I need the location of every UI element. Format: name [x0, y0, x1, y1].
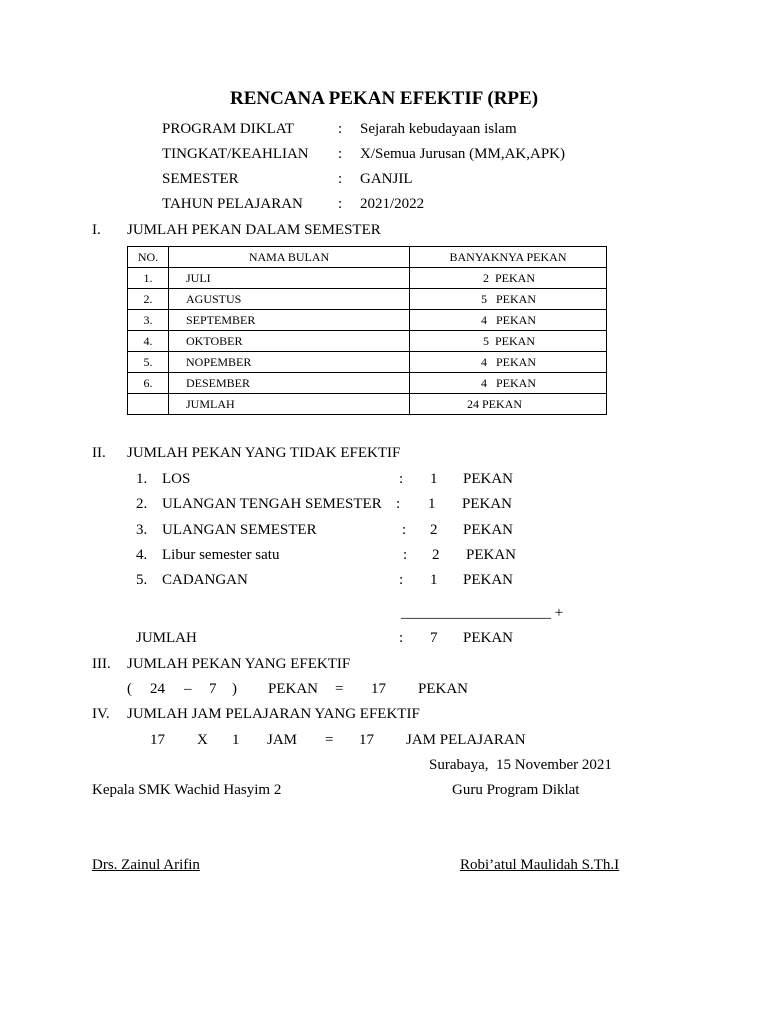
- row-weeks: 4 PEKAN: [481, 375, 537, 390]
- left-signatory-role: Kepala SMK Wachid Hasyim 2: [92, 782, 282, 798]
- header-sep: :: [338, 146, 343, 162]
- row-month: DESEMBER: [169, 373, 410, 394]
- header-info: [162, 117, 565, 217]
- section-2-title: JUMLAH PEKAN YANG TIDAK EFEKTIF: [127, 445, 401, 461]
- right-signatory-role: Guru Program Diklat: [452, 782, 580, 798]
- header-month: NAMA BULAN: [169, 247, 410, 268]
- item-label: Libur semester satu: [162, 547, 280, 563]
- item-sep: :: [399, 572, 404, 588]
- row-weeks-cell: [410, 373, 607, 394]
- item-sep: :: [396, 496, 401, 512]
- header-value: GANJIL: [360, 171, 413, 187]
- row-weeks-cell: [410, 331, 607, 352]
- formula-equals: =: [325, 732, 334, 748]
- formula-value: 17: [150, 732, 165, 748]
- item-sep: :: [403, 547, 408, 563]
- header-weeks: BANYAKNYA PEKAN: [410, 247, 607, 268]
- row-no: 2.: [128, 289, 169, 310]
- item-label: ULANGAN SEMESTER: [162, 522, 317, 538]
- section-3-title: JUMLAH PEKAN YANG EFEKTIF: [127, 656, 351, 672]
- formula-operator: X: [197, 732, 208, 748]
- row-weeks-cell: [410, 352, 607, 373]
- place-date: Surabaya, 15 November 2021: [429, 757, 612, 773]
- row-weeks: 4 PEKAN: [481, 312, 537, 327]
- row-no: 1.: [128, 268, 169, 289]
- item-unit: PEKAN: [463, 572, 514, 588]
- header-sep: :: [338, 121, 343, 137]
- document-title: RENCANA PEKAN EFEKTIF (RPE): [229, 88, 539, 109]
- row-weeks: 4 PEKAN: [481, 354, 537, 369]
- section-1-number: I.: [92, 222, 101, 238]
- header-value: X/Semua Jurusan (MM,AK,APK): [360, 146, 565, 162]
- row-month: OKTOBER: [169, 331, 410, 352]
- row-weeks-cell: [410, 310, 607, 331]
- item-number: 2.: [136, 496, 148, 512]
- section-2-number: II.: [92, 445, 106, 461]
- table-row: [128, 289, 607, 310]
- total-label: JUMLAH: [136, 630, 197, 646]
- table-row: [128, 310, 607, 331]
- row-no: 6.: [128, 373, 169, 394]
- item-value: 2: [432, 547, 440, 563]
- item-unit: PEKAN: [462, 496, 513, 512]
- row-month: JULI: [169, 268, 410, 289]
- formula-value: 7: [209, 681, 217, 697]
- item-sep: :: [399, 471, 404, 487]
- row-weeks: 5 PEKAN: [481, 291, 537, 306]
- total-sep: :: [399, 630, 404, 646]
- formula-open-paren: (: [127, 681, 132, 697]
- header-label: PROGRAM DIKLAT: [162, 121, 295, 137]
- header-sep: :: [338, 196, 343, 212]
- table-total-row: [128, 394, 607, 415]
- item-number: 1.: [136, 471, 148, 487]
- item-sep: :: [402, 522, 407, 538]
- total-no: [128, 394, 169, 415]
- row-weeks-cell: [410, 268, 607, 289]
- formula-value: 1: [232, 732, 240, 748]
- sum-line: ____________________ +: [401, 605, 564, 621]
- left-signatory-name: Drs. Zainul Arifin: [92, 857, 200, 873]
- total-value: 7: [430, 630, 438, 646]
- item-unit: PEKAN: [463, 471, 514, 487]
- section-4-title: JUMLAH JAM PELAJARAN YANG EFEKTIF: [127, 706, 420, 722]
- item-number: 4.: [136, 547, 148, 563]
- formula-result: 17: [371, 681, 386, 697]
- header-row: [162, 117, 565, 142]
- item-number: 5.: [136, 572, 148, 588]
- item-unit: PEKAN: [463, 522, 514, 538]
- total-unit: PEKAN: [463, 630, 514, 646]
- row-month: SEPTEMBER: [169, 310, 410, 331]
- header-row: [162, 167, 565, 192]
- row-month: NOPEMBER: [169, 352, 410, 373]
- formula-unit: JAM PELAJARAN: [406, 732, 526, 748]
- row-weeks: 2 PEKAN: [483, 270, 536, 285]
- row-weeks: 5 PEKAN: [483, 333, 536, 348]
- total-label: JUMLAH: [169, 394, 410, 415]
- formula-unit: PEKAN: [418, 681, 469, 697]
- item-value: 1: [428, 496, 436, 512]
- total-weeks: 24 PEKAN: [467, 396, 523, 411]
- header-no: NO.: [128, 247, 169, 268]
- table-header-row: [128, 247, 607, 268]
- item-value: 2: [430, 522, 438, 538]
- section-3-number: III.: [92, 656, 111, 672]
- header-value: Sejarah kebudayaan islam: [360, 121, 517, 137]
- formula-unit: PEKAN: [268, 681, 319, 697]
- formula-close-paren: ): [232, 681, 237, 697]
- header-label: TINGKAT/KEAHLIAN: [162, 146, 309, 162]
- item-number: 3.: [136, 522, 148, 538]
- item-label: LOS: [162, 471, 191, 487]
- row-month: AGUSTUS: [169, 289, 410, 310]
- header-value: 2021/2022: [360, 196, 425, 212]
- item-value: 1: [430, 572, 438, 588]
- table-row: [128, 373, 607, 394]
- section-4-number: IV.: [92, 706, 110, 722]
- item-label: CADANGAN: [162, 572, 248, 588]
- table-row: [128, 268, 607, 289]
- row-no: 5.: [128, 352, 169, 373]
- header-row: [162, 192, 565, 217]
- table-row: [128, 352, 607, 373]
- header-label: TAHUN PELAJARAN: [162, 196, 303, 212]
- formula-result: 17: [359, 732, 374, 748]
- formula-value: 24: [150, 681, 165, 697]
- total-weeks-cell: [410, 394, 607, 415]
- row-no: 3.: [128, 310, 169, 331]
- weeks-table: [127, 246, 607, 415]
- section-1-title: JUMLAH PEKAN DALAM SEMESTER: [127, 222, 381, 238]
- table-row: [128, 331, 607, 352]
- row-weeks-cell: [410, 289, 607, 310]
- formula-unit: JAM: [267, 732, 298, 748]
- formula-equals: =: [335, 681, 344, 697]
- header-label: SEMESTER: [162, 171, 239, 187]
- row-no: 4.: [128, 331, 169, 352]
- item-value: 1: [430, 471, 438, 487]
- item-label: ULANGAN TENGAH SEMESTER: [162, 496, 382, 512]
- header-sep: :: [338, 171, 343, 187]
- header-row: [162, 142, 565, 167]
- right-signatory-name: Robi’atul Maulidah S.Th.I: [460, 857, 620, 873]
- item-unit: PEKAN: [466, 547, 517, 563]
- formula-operator: –: [184, 681, 192, 697]
